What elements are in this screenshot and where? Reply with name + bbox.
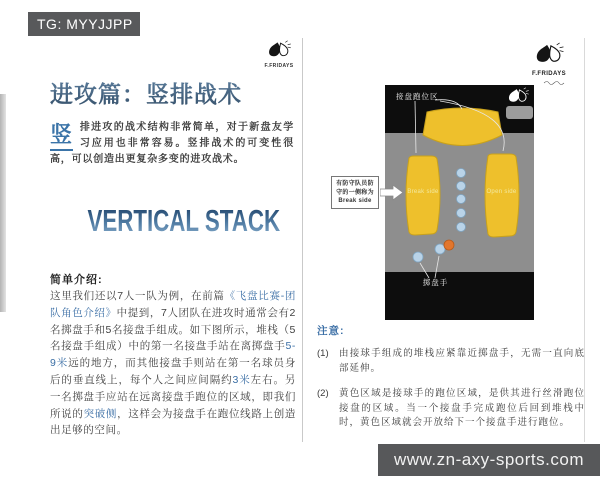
body-seg: 远的地方，而其他接盘手则站在第一名球员身后的垂直线上，每个人之间应间隔约 <box>50 357 296 386</box>
intro-paragraph <box>50 120 294 168</box>
note-item <box>317 347 585 376</box>
website-bar <box>378 444 600 476</box>
callout-line: Break side <box>338 198 372 204</box>
note-text: 由接球手组成的堆栈应紧靠近掷盘手，无需一直向底部延伸。 <box>339 348 585 374</box>
receiver-zone-label: 接盘跑位区 <box>396 92 439 101</box>
brand-wordmark: F.FRIDAYS <box>264 63 294 69</box>
receiver-stack-dots <box>457 169 466 232</box>
body-seg: 中提到，7人团队在进攻时通常会有2名掷盘手和5名接盘手组成。如下图所示，堆栈（5名接盘手组成）中的第一名接盘手站在离掷盘手 <box>50 306 296 353</box>
notes-section <box>317 323 585 442</box>
vertical-stack-text: VERTICAL STACK <box>87 203 281 238</box>
body-seg-highlight: 突破侧 <box>83 407 118 420</box>
notes-heading: 注意: <box>317 325 345 337</box>
brand-tagline-script <box>543 80 565 85</box>
page-divider-line <box>302 38 303 442</box>
telegram-handle-bar <box>28 12 140 36</box>
thrower-dot <box>413 252 423 262</box>
diagram-shapes <box>385 85 534 320</box>
body-seg-highlight: 3米 <box>232 373 251 386</box>
note-item <box>317 387 585 431</box>
break-side-shape <box>406 156 440 235</box>
praying-hands-icon <box>533 42 565 69</box>
open-side-label: Open side <box>486 189 517 195</box>
telegram-handle-text: TG: MYYJJPP <box>37 16 133 32</box>
note-number: (2) <box>317 388 329 399</box>
thrower-label: 掷盘手 <box>422 278 449 287</box>
vertical-stack-diagram <box>385 85 534 320</box>
thrower-dot <box>435 244 445 254</box>
callout-arrow-icon <box>380 184 404 201</box>
intro-dropcap: 竖 <box>50 122 73 151</box>
body-seg: 左右。另一名掷盘手应站在远离接盘手跑位的区域，即我们所说的 <box>50 373 296 420</box>
body-paragraph <box>50 288 296 439</box>
callout-line: 有防守队员防 <box>336 181 374 187</box>
break-side-label: Break side <box>407 189 439 195</box>
break-side-callout <box>331 176 379 209</box>
body-seg-highlight: 《飞盘比赛-团队角色介绍》 <box>50 290 296 319</box>
brand-wordmark: F.FRIDAYS <box>531 71 567 77</box>
praying-hands-icon <box>506 87 530 107</box>
website-url-text: www.zn-axy-sports.com <box>394 450 584 469</box>
praying-hands-icon <box>266 40 292 62</box>
section-heading: 简单介绍: <box>50 274 103 286</box>
callout-line: 守的一侧称为 <box>336 189 374 196</box>
open-side-shape <box>485 154 519 237</box>
intro-text: 排进攻的战术结构非常简单，对于新盘友学习应用也非常容易。竖排战术的可变性很高，可以创造出更复杂多变的进攻战术。 <box>50 122 294 165</box>
diagram-logo-plate <box>506 106 533 119</box>
body-seg: ，这样会为接盘手在跑位线路上创造出足够的空间。 <box>50 407 296 437</box>
vertical-stack-heading <box>50 203 296 239</box>
receiver-zone-top-shape <box>423 108 502 146</box>
left-page-edge-shadow <box>0 94 6 312</box>
note-number: (1) <box>317 348 329 359</box>
note-text: 黄色区域是接球手的跑位区域，是供其进行丝滑跑位接盘的区域。当一个接盘手完成跑位后回到堆栈中时，黄色区域就会开放给下一个接盘手进行跑位。 <box>339 388 585 428</box>
disc-dot <box>444 240 454 250</box>
body-seg-highlight: 5-9米 <box>50 340 296 370</box>
page-title: 进攻篇：竖排战术 <box>50 76 300 109</box>
body-seg: 这里我们还以7人一队为例，在前篇 <box>50 290 225 302</box>
